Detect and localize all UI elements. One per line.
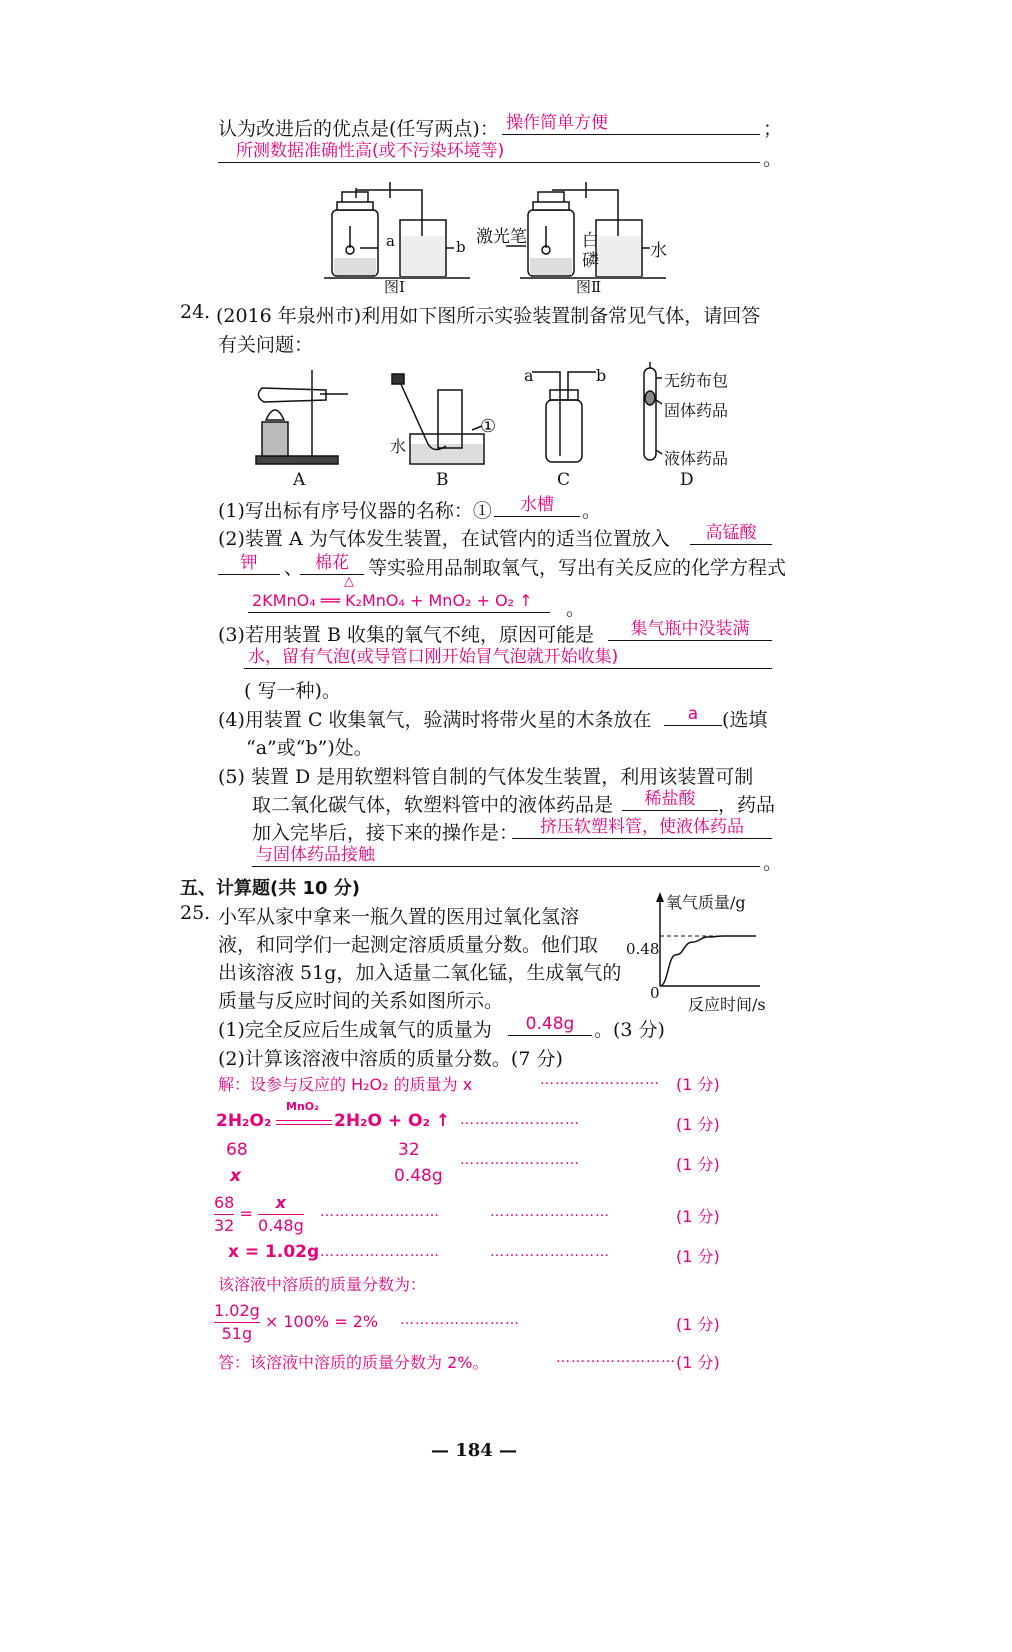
q24-p4-text: (4)用装置 C 收集氧气，验满时将带火星的木条放在 [218,709,652,731]
chart-ylabel: 氧气质量/g [666,893,746,912]
sol-ratio-2a: x [230,1166,241,1186]
frac3-tail: × 100% = 2% [264,1312,379,1331]
d-liquid-label: 液体药品 [664,449,729,468]
q24-p5-text1: (5) 装置 D 是用软塑料管自制的气体发生装置，利用该装置可制 [218,766,754,788]
sol-proportion [214,1192,304,1237]
q24-p2-equation[interactable]: 2KMnO₄ ══ K₂MnO₄ + MnO₂ + O₂ ↑ [248,590,550,613]
q25-p2-text: (2)计算该溶液中溶质的质量分数。(7 分) [218,1048,563,1070]
q24-p4-text2: (选填 [722,709,768,731]
frac1-den: 32 [214,1216,235,1235]
series-line [660,936,756,986]
q24-p5-text4: 加入完毕后，接下来的操作是： [252,822,519,844]
q24-p2-text2: 等实验用品制取氧气，写出有关反应的化学方程式 [368,557,787,579]
sol-dots-4b: …………………… [490,1204,610,1220]
sol-percentage [214,1300,378,1345]
sol-pts-5: (1 分) [676,1247,720,1266]
q24-p4-answer[interactable]: a [664,703,722,726]
fig1-label-a: a [386,232,395,250]
fig2-laser-label: 激光笔 [476,227,527,247]
b-circle-label: ① [480,416,497,437]
q23-advantage-text: 认为改进后的优点是(任写两点)： [218,118,499,140]
frac2-den: 0.48g [257,1216,304,1235]
q24-p5-answer2a[interactable]: 挤压软塑料管，使液体药品 [512,816,772,839]
q24-p1-end: 。 [582,500,602,522]
label-C: C [557,470,571,490]
q24-p1-text: (1)写出标有序号仪器的名称：① [218,500,492,522]
q23-semicolon: ； [763,118,783,140]
fig2-caption: 图Ⅱ [576,278,602,296]
q25-p1-end: 。(3 分) [594,1019,665,1041]
fraction-x-048 [258,1192,304,1237]
sol-line-8: 答：该溶液中溶质的质量分数为 2%。 [218,1353,489,1372]
q24-p5-end: 。 [763,852,783,874]
d-bag-label: 无纺布包 [664,371,729,390]
sol-dots-3: …………………… [460,1152,580,1168]
c-label-b: b [596,366,607,385]
fig2-phos-label: 磷 [582,251,599,271]
label-D: D [680,470,694,490]
sol-pts-4: (1 分) [676,1207,720,1226]
frac1-num: 68 [214,1192,234,1215]
q25-stem-1: 小军从家中拿来一瓶久置的医用过氧化氢溶 [218,906,580,928]
y-axis-arrow [656,892,664,902]
fraction-68-32 [214,1192,234,1237]
frac-equals: = [239,1204,253,1223]
fig1-caption: 图Ⅰ [384,278,405,296]
q24-stem-1: (2016 年泉州市)利用如下图所示实验装置制备常见气体，请回答 [216,305,761,327]
q24-p3-end: ( 写一种)。 [244,680,341,702]
sol-ratio-1b: 32 [398,1140,420,1160]
sol-dots-2: …………………… [460,1112,580,1128]
sol-dots-8: …………………… [556,1350,676,1366]
q25-stem-2: 液，和同学们一起测定溶质质量分数。他们取 [218,934,599,956]
q25-stem-3: 出该溶液 51g，加入适量二氧化锰，生成氧气的 [218,962,622,984]
sol-line-1: 解：设参与反应的 H₂O₂ 的质量为 x [218,1075,473,1094]
sol-pts-7: (1 分) [676,1315,720,1334]
b-water-label: 水 [390,437,407,456]
q24-stem-2: 有关问题： [218,334,314,356]
sol-dots-5b: …………………… [490,1244,610,1260]
q25-p1-answer[interactable]: 0.48g [508,1013,592,1036]
q24-p1-answer[interactable]: 水槽 [494,494,580,517]
q24-p5-text3: ，药品 [718,794,776,816]
q25-stem-4: 质量与反应时间的关系如图所示。 [218,990,504,1012]
q24-p5-text2: 取二氧化碳气体，软塑料管中的液体药品是 [252,794,614,816]
q24-p5-answer2b[interactable]: 与固体药品接触 [252,844,760,867]
sol-dots-1: …………………… [540,1072,660,1088]
sol-pts-1: (1 分) [676,1075,720,1094]
q24-p3-answer1[interactable]: 集气瓶中没装满 [608,618,772,641]
sol-pts-2: (1 分) [676,1115,720,1134]
sol-line-6: 该溶液中溶质的质量分数为： [218,1275,427,1294]
section-title: 五、计算题(共 10 分) [180,878,361,899]
label-A: A [293,470,306,490]
q25-number: 25. [180,902,211,924]
q23-answer-2[interactable]: 所测数据准确性高(或不污染环境等) [218,140,760,163]
q24-p2-answer1a[interactable]: 高锰酸 [690,522,772,545]
q24-p2-condition: △ [344,574,354,589]
sol-dots-5: …………………… [320,1244,440,1260]
sol-eq-catalyst: MnO₂ [286,1100,319,1113]
q24-p5-answer1[interactable]: 稀盐酸 [622,788,718,811]
page-number: — 184 — [430,1440,518,1461]
sol-pts-3: (1 分) [676,1155,720,1174]
frac3-num: 1.02g [214,1300,260,1323]
q25-p1-text: (1)完全反应后生成氧气的质量为 [218,1019,492,1041]
sol-dots-7: …………………… [400,1312,520,1328]
q24-number: 24. [180,301,211,323]
d-solid-label: 固体药品 [664,401,729,420]
fig1-label-b: b [456,238,466,256]
sol-eq-bar-top [276,1120,332,1121]
sol-eq-right: 2H₂O + O₂ ↑ [334,1111,451,1131]
chart-xlabel: 反应时间/s [688,995,766,1014]
fig2-water-label: 水 [650,241,667,261]
q24-p2-answer2[interactable]: 棉花 [300,552,364,575]
q23-answer-1[interactable]: 操作简单方便 [502,112,760,135]
sol-pts-8: (1 分) [676,1353,720,1372]
fraction-102-51 [214,1300,260,1345]
chart-origin: 0 [650,984,660,1002]
c-label-a: a [524,366,534,385]
frac2-num: x [258,1192,304,1215]
q23-period: 。 [763,148,783,170]
q24-p4-text3: “a”或“b”)处。 [246,737,373,759]
sol-dots-4: …………………… [320,1204,440,1220]
q24-p3-text: (3)若用装置 B 收集的氧气不纯，原因可能是 [218,624,594,646]
chart-ytick: 0.48 [626,940,660,958]
sol-eq-bar-bottom [276,1124,332,1125]
q24-p2-sep: 、 [284,557,304,579]
sol-eq-left: 2H₂O₂ [216,1111,272,1131]
frac3-den: 51g [221,1324,253,1343]
sol-line-5: x = 1.02g [228,1242,320,1262]
q24-p2-answer1b[interactable]: 钾 [218,552,280,575]
fig2-white-label: 白 [582,231,599,251]
q24-p3-answer2[interactable]: 水，留有气泡(或导管口刚开始冒气泡就开始收集) [244,646,772,669]
q24-p2-text: (2)装置 A 为气体发生装置，在试管内的适当位置放入 [218,528,670,550]
label-B: B [436,470,449,490]
sol-ratio-2b: 0.48g [394,1166,443,1186]
sol-ratio-1a: 68 [226,1140,248,1160]
q24-p2-end: 。 [566,598,586,620]
